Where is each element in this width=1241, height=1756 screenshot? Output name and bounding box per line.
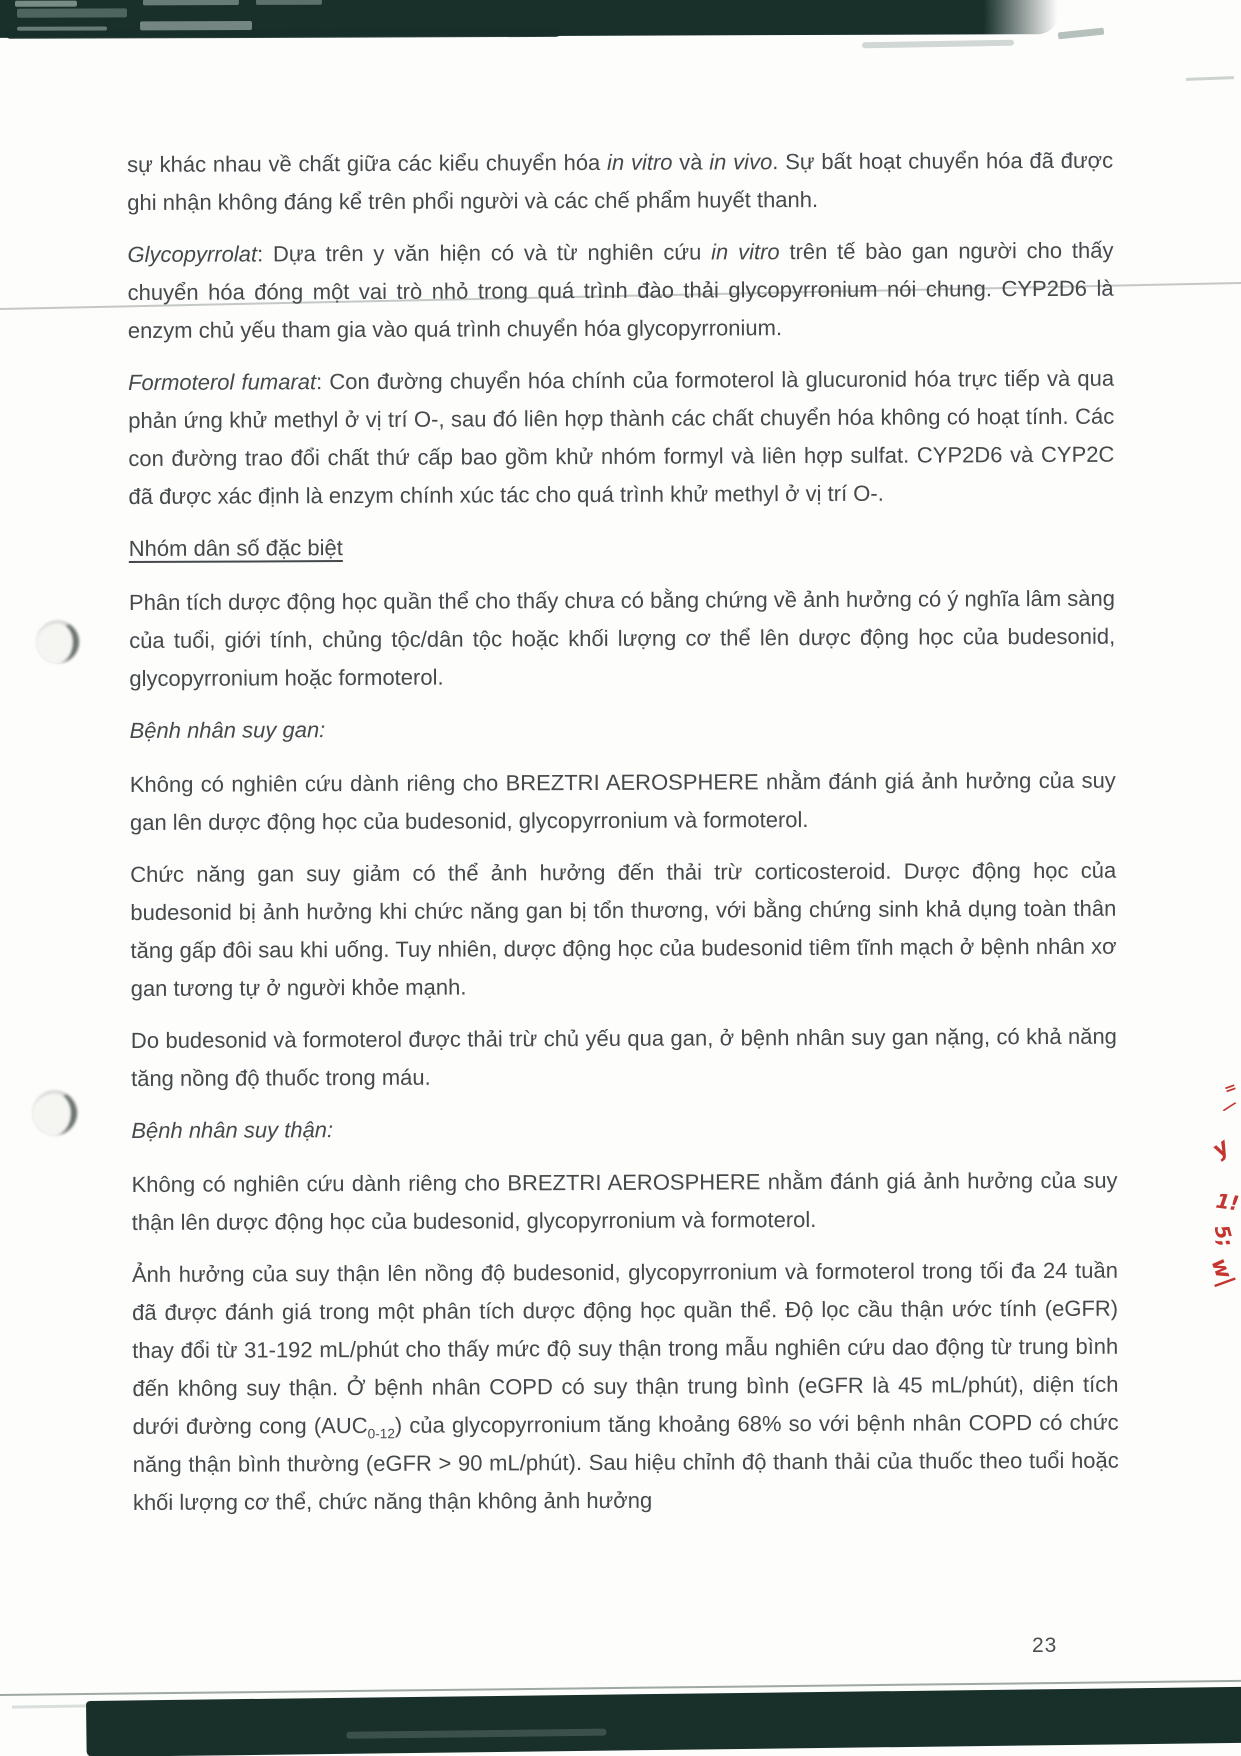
scanner-smudge (143, 0, 239, 5)
paragraph: Do budesonid và formoterol được thải trừ chủ yếu qua gan, ở bệnh nhân suy gan nặng, có khả năng tăng nồng độ thuốc trong máu. (130, 1023, 1117, 1091)
paragraph: Phân tích dược động học quần thể cho thấy chưa có bằng chứng về ảnh hưởng có ý nghĩa lâm sàng của tuổi, giới tính, chủng tộc/dân tộc hoặc khối lượng cơ thể lên dược động học của budesonid, glycopyrronium hoặc formoterol. (128, 585, 1116, 691)
paragraph: Ảnh hưởng của suy thận lên nồng độ budesonid, glycopyrronium và formoterol trong tối đa 24 tuần đã được đánh giá trong một phân tích dược động học quần thể. Độ lọc cầu thận ước tính (eGFR) thay đổi từ 31-192 mL/phút cho thấy mức độ suy thận trong mẫu nghiên cứu dao động từ trung bình đến không suy thận. Ở bệnh nhân COPD có suy thận trung bình (eGFR là 45 mL/phút), diện tích dưới đường cong $(AUC_{0-12})$ của glycopyrronium tăng khoảng 68% so với bệnh nhân COPD có chức năng thận bình thường (eGFR > 90 mL/phút). Sau hiệu chỉnh độ thanh thải của thuốc theo tuổi hoặc khối lượng cơ thể, chức năng thận không ảnh hưởng (131, 1257, 1119, 1515)
scanner-smudge (17, 8, 127, 17)
scanner-smudge (15, 1, 77, 7)
scanner-smudge (256, 0, 322, 5)
top-scanner-bar-artifact (0, 0, 1058, 38)
binder-hole-artifact (33, 1091, 77, 1135)
text-block (127, 142, 1119, 1536)
scanner-smudge (1058, 28, 1104, 40)
section-heading: Nhóm dân số đặc biệt (128, 535, 343, 561)
paragraph: Glycopyrrolat: Dựa trên y văn hiện có và từ nghiên cứu in vitro trên tế bào gan người cho thấy chuyển hóa đóng một vai trò nhỏ trong quá trình đào thải glycopyrronium nói chung. CYP2D6 là enzym chủ yếu tham gia vào quá trình chuyển hóa glycopyrronium. (127, 237, 1114, 343)
scanner-smudge (1186, 76, 1234, 81)
red-ink-mark: y (1208, 1134, 1235, 1163)
paragraph: Không có nghiên cứu dành riêng cho BREZTRI AEROSPHERE nhằm đánh giá ảnh hưởng của suy thận lên dược động học của budesonid, glycopyrronium và formoterol. (131, 1167, 1118, 1235)
red-ink-mark: w| (1205, 1254, 1239, 1291)
bottom-scanner-bar-artifact (86, 1687, 1241, 1756)
scanner-smudge (346, 1729, 606, 1739)
binder-hole-shadow (33, 1091, 77, 1135)
red-ink-mark: / (1222, 1096, 1238, 1117)
scanner-smudge (140, 21, 252, 30)
paragraph: Không có nghiên cứu dành riêng cho BREZTRI AEROSPHERE nhằm đánh giá ảnh hưởng của suy gan lên dược động học của budesonid, glycopyrronium và formoterol. (129, 767, 1116, 835)
scanner-smudge (17, 26, 107, 30)
red-ink-mark: 5; (1209, 1222, 1239, 1250)
red-ink-mark: = (1221, 1077, 1240, 1099)
binder-hole-artifact (37, 621, 79, 663)
paragraph: sự khác nhau về chất giữa các kiểu chuyển hóa in vitro và in vivo. Sự bất hoạt chuyển hóa đã được ghi nhận không đáng kể trên phổi người và các chế phẩm huyết thanh. (127, 147, 1114, 215)
scanner-smudge (862, 40, 1014, 49)
section-heading: Bệnh nhân suy gan: (129, 717, 326, 743)
section-heading: Bệnh nhân suy thận: (131, 1117, 334, 1143)
binder-hole-shadow (37, 621, 79, 663)
page-number: 23 (1032, 1634, 1058, 1657)
red-ink-mark: 1! (1214, 1188, 1241, 1216)
paragraph: Chức năng gan suy giảm có thể ảnh hưởng đến thải trừ corticosteroid. Dược động học của budesonid bị ảnh hưởng khi chức năng gan bị tổn thương, với bằng chứng sinh khả dụng toàn thân tăng gấp đôi sau khi uống. Tuy nhiên, dược động học của budesonid tiêm tĩnh mạch ở bệnh nhân xơ gan tương tự ở người khỏe mạnh. (130, 857, 1117, 1001)
paragraph: Formoterol fumarat: Con đường chuyển hóa chính của formoterol là glucuronid hóa trực tiếp và qua phản ứng khử methyl ở vị trí O-, sau đó liên hợp thành các chất chuyển hóa không có hoạt tính. Các con đường trao đổi chất thứ cấp bao gồm khử nhóm formyl và liên hợp sulfat. CYP2D6 và CYP2C đã được xác định là enzym chính xúc tác cho quá trình khử methyl ở vị trí O-. (127, 365, 1115, 509)
scanner-smudge (12, 1704, 90, 1708)
